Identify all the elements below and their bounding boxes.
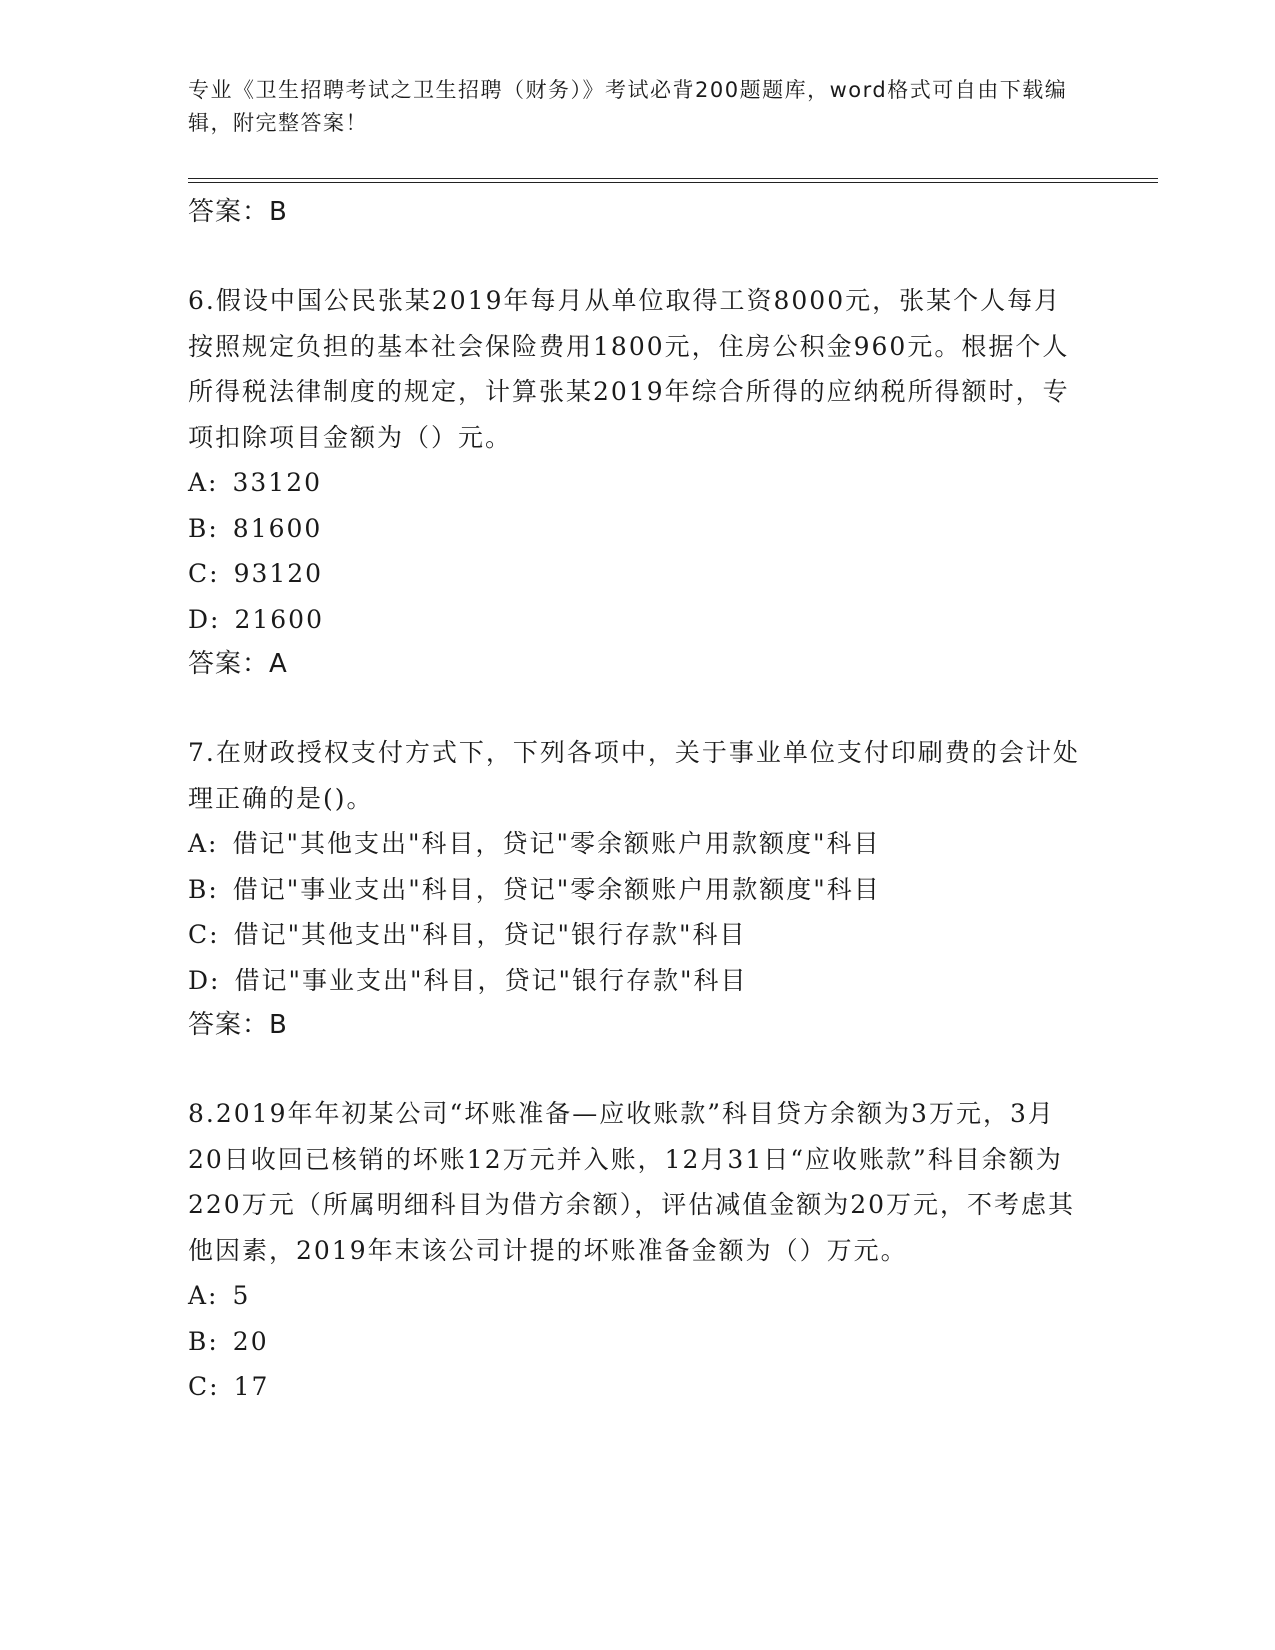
option-a bbox=[188, 460, 1088, 506]
option-key: B: bbox=[188, 874, 219, 904]
header-divider bbox=[188, 178, 1158, 183]
option-c bbox=[188, 912, 1088, 958]
option-key: C: bbox=[188, 559, 220, 588]
option-b bbox=[188, 1319, 1088, 1365]
option-text: 借记"事业支出"科目，贷记"零余额账户用款额度"科目 bbox=[232, 874, 881, 904]
option-b bbox=[188, 867, 1088, 913]
document-content bbox=[188, 190, 1088, 1410]
option-key: D: bbox=[188, 604, 221, 634]
option-c bbox=[188, 1364, 1088, 1410]
question-stem: 8.2019年年初某公司“坏账准备—应收账款”科目贷方余额为3万元，3月20日收回已核销的坏账12万元并入账，12月31日“应收账款”科目余额为220万元（所属明细科目为借方余额），评估减值金额为20万元，不考虑其他因素，2019年末该公司计提的坏账准备金额为（）万元。 bbox=[188, 1099, 1076, 1265]
question-stem: 7.在财政授权支付方式下，下列各项中，关于事业单位支付印刷费的会计处理正确的是()。 bbox=[188, 738, 1080, 813]
option-key: D: bbox=[188, 965, 221, 995]
option-text: 81600 bbox=[232, 513, 323, 543]
document-header-intro: 专业《卫生招聘考试之卫生招聘（财务）》考试必背200题题库，word格式可自由下载编辑，附完整答案！ bbox=[188, 78, 1068, 135]
option-b bbox=[188, 506, 1088, 552]
option-key: A: bbox=[188, 1281, 219, 1310]
option-text: 借记"其他支出"科目，贷记"银行存款"科目 bbox=[233, 920, 747, 949]
option-d bbox=[188, 958, 1088, 1004]
question-8 bbox=[188, 1091, 1088, 1410]
answer-line: 答案：B bbox=[188, 197, 288, 227]
question-stem: 6.假设中国公民张某2019年每月从单位取得工资8000元，张某个人每月按照规定负担的基本社会保险费用1800元，住房公积金960元。根据个人所得税法律制度的规定，计算张某2019年综合所得的应纳税所得额时，专项扣除项目金额为（）元。 bbox=[188, 286, 1070, 452]
option-key: B: bbox=[188, 513, 219, 543]
option-d bbox=[188, 597, 1088, 643]
option-key: A: bbox=[188, 829, 219, 858]
answer-line: 答案：A bbox=[188, 649, 288, 679]
option-c bbox=[188, 551, 1088, 597]
option-text: 5 bbox=[232, 1281, 251, 1310]
option-key: C: bbox=[188, 920, 220, 949]
option-key: B: bbox=[188, 1326, 219, 1356]
question-6 bbox=[188, 278, 1088, 686]
option-text: 93120 bbox=[233, 559, 324, 588]
option-a bbox=[188, 1273, 1088, 1319]
option-a bbox=[188, 821, 1088, 867]
option-text: 21600 bbox=[234, 604, 324, 634]
option-text: 借记"其他支出"科目，贷记"零余额账户用款额度"科目 bbox=[232, 829, 881, 858]
option-text: 20 bbox=[232, 1326, 269, 1356]
question-7 bbox=[188, 730, 1088, 1047]
option-text: 33120 bbox=[232, 468, 323, 497]
option-text: 借记"事业支出"科目，贷记"银行存款"科目 bbox=[234, 965, 748, 995]
option-key: A: bbox=[188, 468, 219, 497]
option-text: 17 bbox=[233, 1372, 270, 1401]
answer-line: 答案：B bbox=[188, 1010, 288, 1040]
option-key: C: bbox=[188, 1372, 220, 1401]
